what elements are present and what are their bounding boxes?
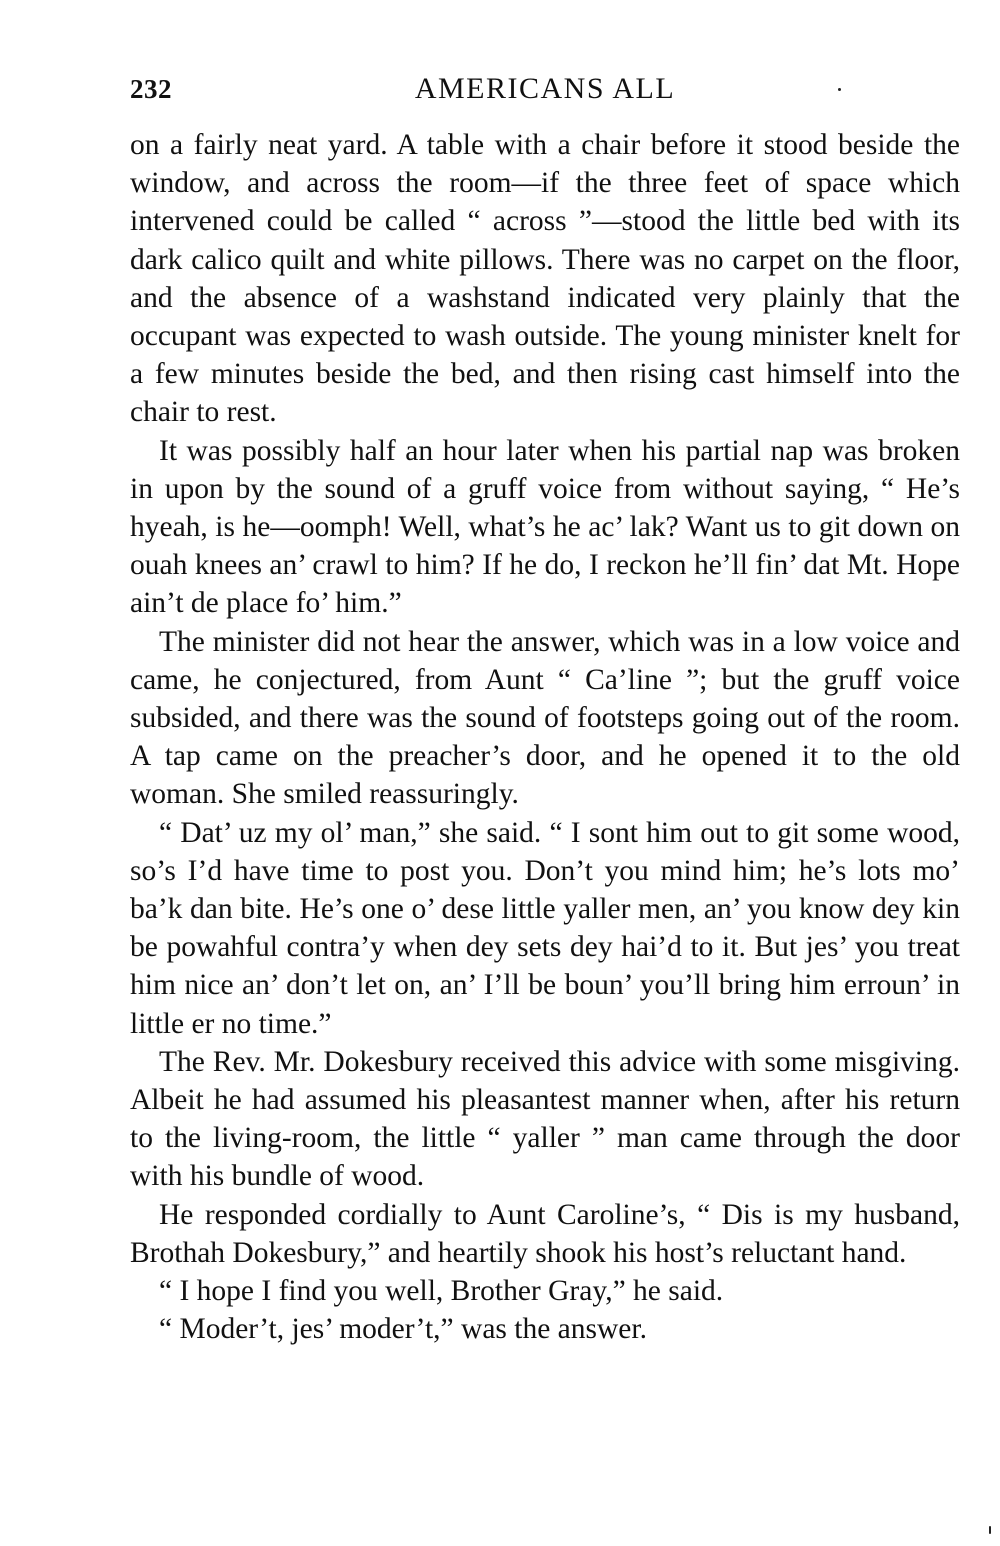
page-number: 232 [130, 74, 172, 104]
paragraph-5: The Rev. Mr. Dokesbury received this advice with some misgiving. Albeit he had assumed his pleasantest manner when, after his return to the living-room, the little “ yaller ” man came through the door with his bundle of wood. [130, 1045, 960, 1193]
running-head [130, 72, 960, 112]
paragraph-6: He responded cordially to Aunt Caroline’s, “ Dis is my husband, Brothah Dokesbury,” and heartily shook his host’s reluctant hand. [130, 1198, 960, 1269]
body-text [130, 126, 960, 1349]
paragraph-7: “ I hope I find you well, Brother Gray,” he said. [159, 1275, 724, 1308]
paragraph-3: The minister did not hear the answer, which was in a low voice and came, he conjectured, from Aunt “ Ca’line ”; but the gruff voice subsided, and there was the sound of footsteps going out of the room. A tap came on the preacher’s door, and he opened it to the old woman. She smiled reassuringly. [130, 625, 960, 811]
paragraph-1: on a fairly neat yard. A table with a chair before it stood beside the window, and across the room—if the three feet of space which intervened could be called “ across ”—stood the little bed with its dark calico quilt and white pillows. There was no carpet on the floor, and the absence of a washstand indicated very plainly that the occupant was expected to wash outside. The young minister knelt for a few minutes beside the bed, and then rising cast himself into the chair to rest. [130, 129, 960, 429]
paragraph-8: “ Moder’t, jes’ moder’t,” was the answer. [159, 1313, 647, 1346]
paragraph-2: It was possibly half an hour later when his partial nap was broken in upon by the sound of a gruff voice from without saying, “ He’s hyeah, is he—oomph! Well, what’s he ac’ lak? Want us to git down on ouah knees an’ crawl to him? If he do, I reckon he’ll fin’ dat Mt. Hope ain’t de place fo’ him.” [130, 434, 960, 620]
ink-speck [838, 88, 841, 91]
running-title: AMERICANS ALL [414, 72, 676, 105]
ink-speck [989, 1526, 991, 1534]
paragraph-4: “ Dat’ uz my ol’ man,” she said. “ I sont him out to git some wood, so’s I’d have time to post you. Don’t you mind him; he’s lots mo’ ba’k dan bite. He’s one o’ dese little yaller men, an’ you know dey kin be powahful contra’y when dey sets dey hai’d to it. But jes’ you treat him nice an’ don’t let on, an’ I’ll be boun’ you’ll bring him erroun’ in little er no time.” [130, 816, 960, 1040]
